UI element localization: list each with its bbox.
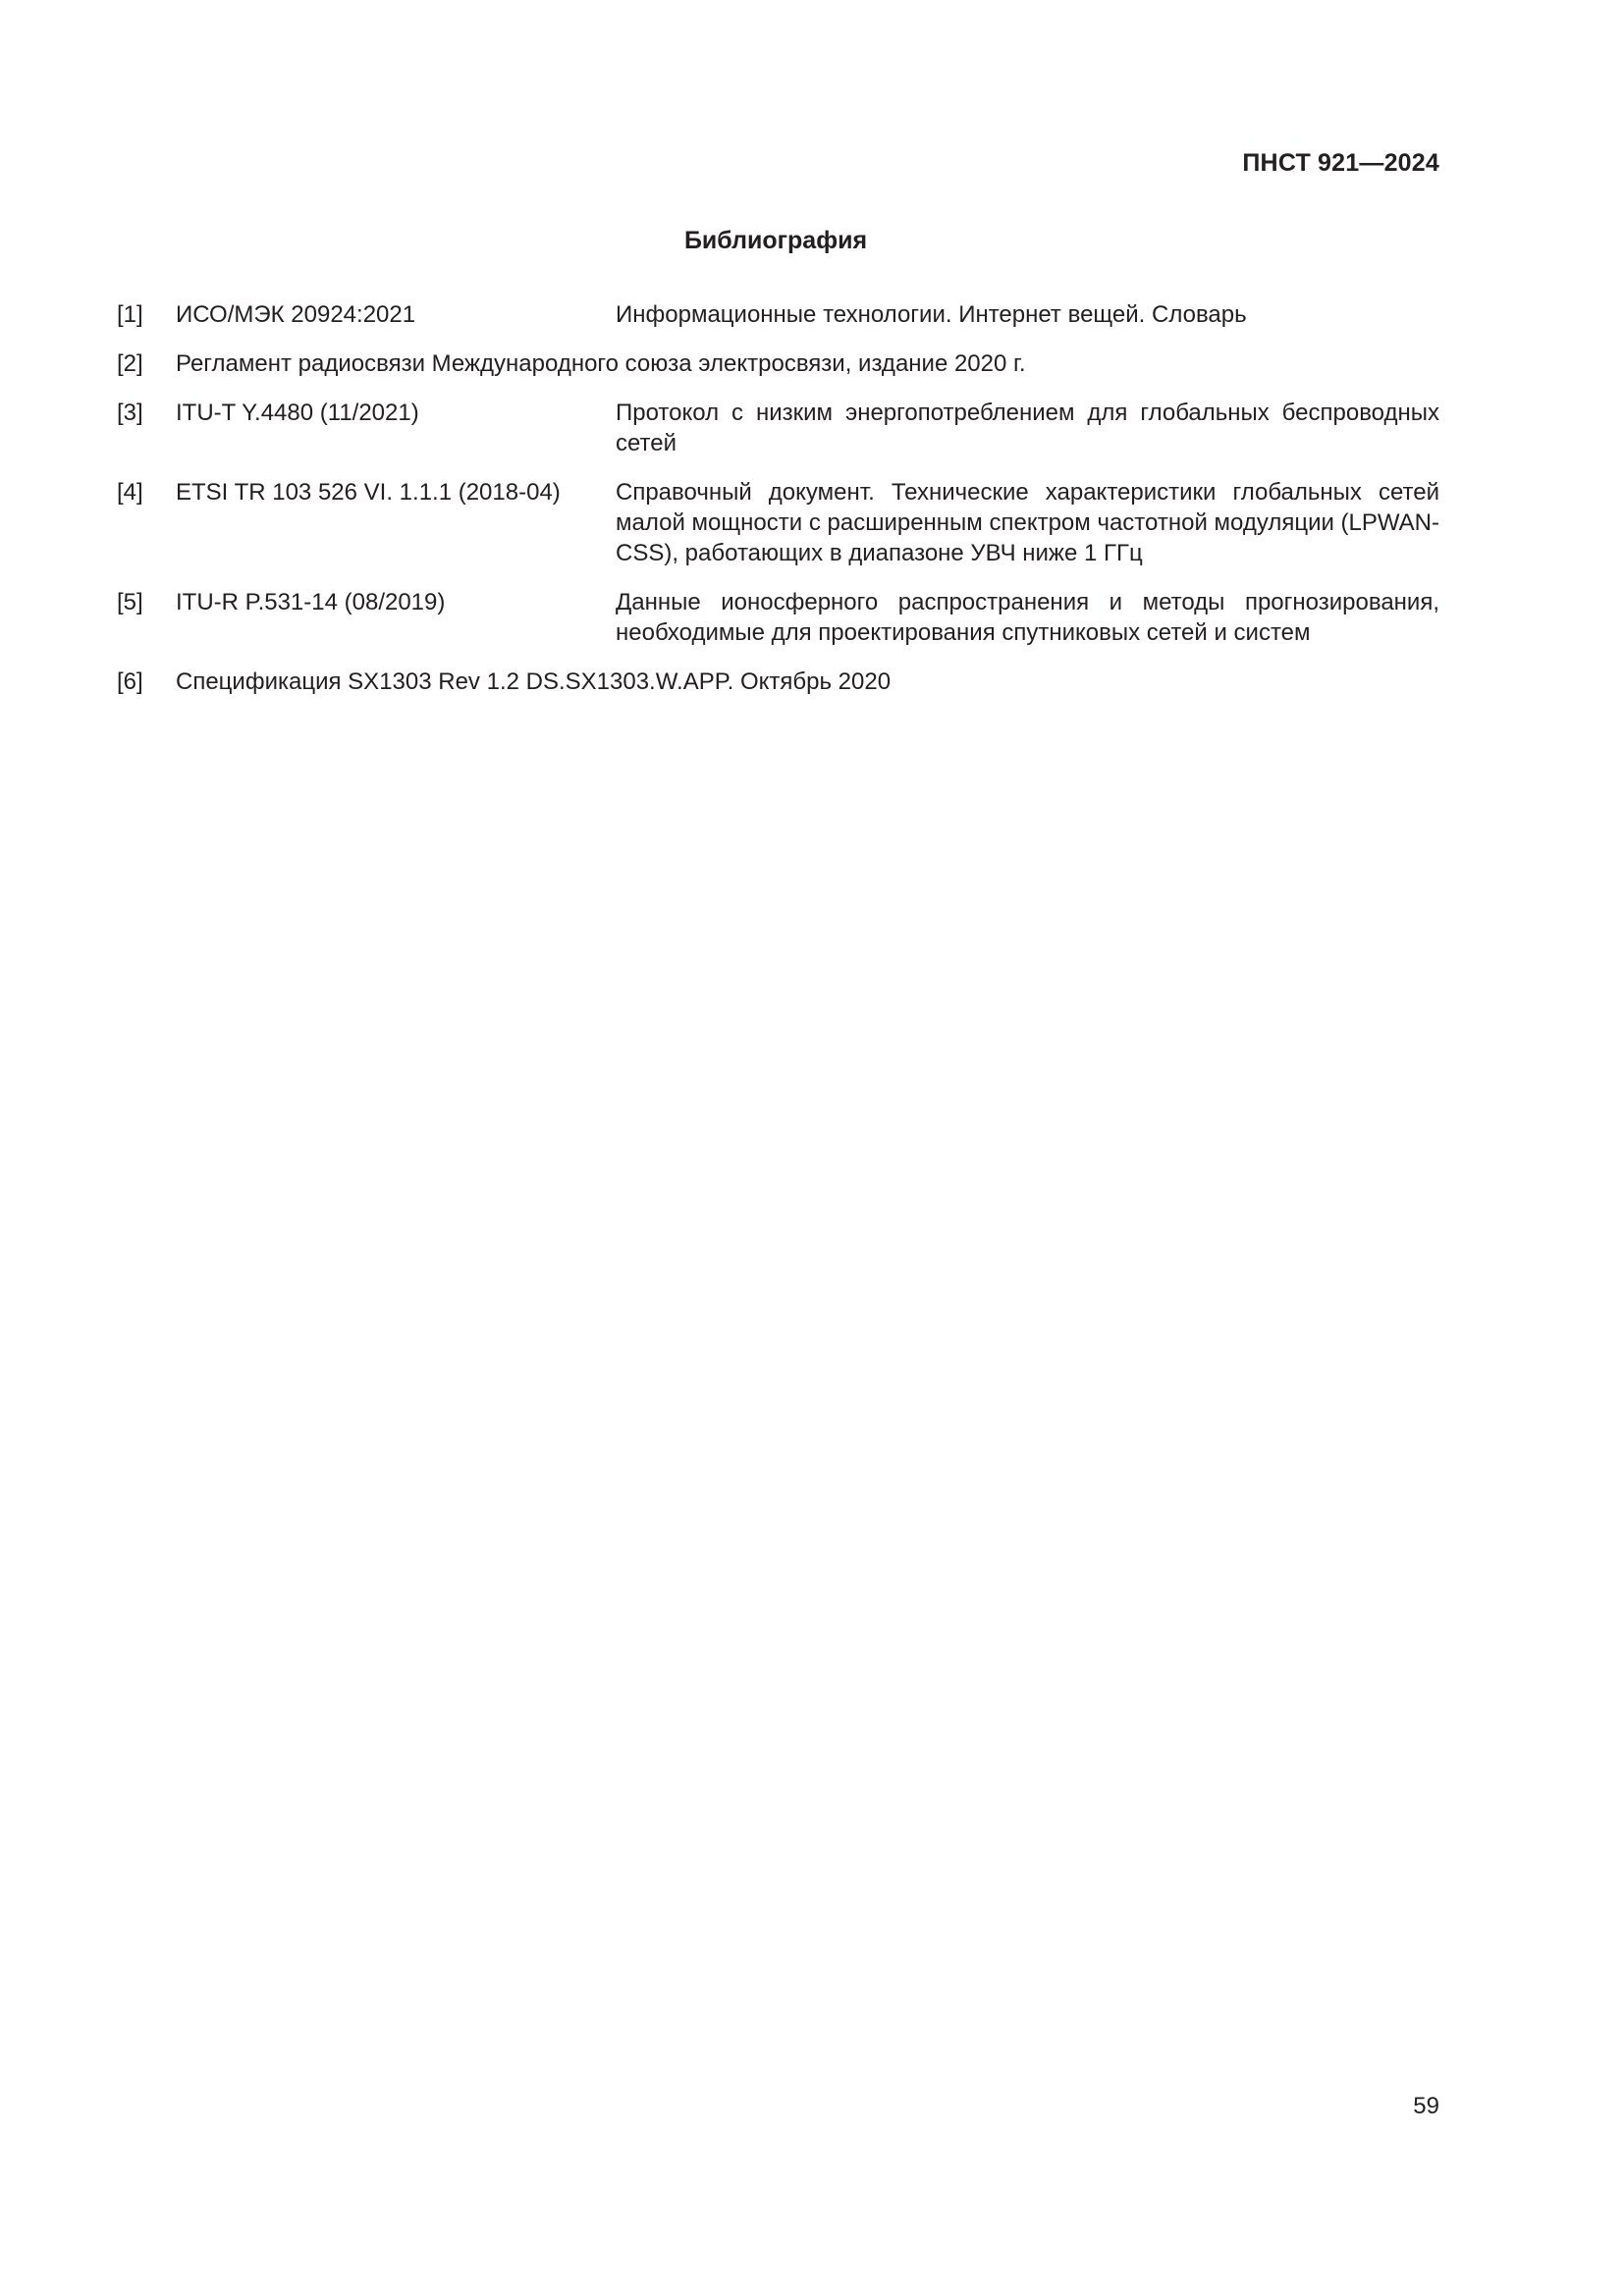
page-number: 59 (1413, 2093, 1439, 2119)
entry-number: [2] (117, 350, 143, 377)
entry-description: Справочный документ. Технические характеристики глобальных сетей малой мощности с расширенным спектром частотной модуляции (LPWAN-CSS), работающих в диапазоне УВЧ ниже 1 ГГц (616, 479, 1439, 566)
entry-description: Протокол с низким энергопотреблением для глобальных беспроводных сетей (616, 400, 1439, 456)
document-code: ПНСТ 921—2024 (1242, 149, 1439, 177)
entry-reference: ETSI TR 103 526 VI. 1.1.1 (2018-04) (176, 479, 561, 506)
bibliography-entry (117, 299, 1439, 330)
bibliography-entry (117, 587, 1439, 648)
bibliography-entry (117, 348, 1439, 379)
page-title: Библиография (683, 227, 868, 254)
entry-reference: Регламент радиосвязи Международного союза электросвязи, издание 2020 г. (176, 350, 1026, 377)
entry-number: [4] (117, 479, 143, 506)
entry-reference: ITU-T Y.4480 (11/2021) (176, 400, 419, 426)
entry-number: [1] (117, 301, 143, 328)
entry-reference: ИСО/МЭК 20924:2021 (176, 301, 416, 328)
bibliography-list (117, 299, 1439, 716)
entry-reference: ITU-R P.531-14 (08/2019) (176, 589, 446, 615)
entry-reference: Спецификация SX1303 Rev 1.2 DS.SX1303.W.APP. Октябрь 2020 (176, 668, 892, 695)
entry-number: [5] (117, 589, 143, 615)
bibliography-entry (117, 477, 1439, 568)
entry-number: [3] (117, 400, 143, 426)
entry-number: [6] (117, 668, 143, 695)
bibliography-entry (117, 667, 1439, 697)
bibliography-entry (117, 398, 1439, 458)
entry-description: Данные ионосферного распространения и методы прогнозирования, необходимые для проектирования спутниковых сетей и систем (616, 589, 1439, 646)
entry-description: Информационные технологии. Интернет вещей. Словарь (616, 301, 1247, 328)
